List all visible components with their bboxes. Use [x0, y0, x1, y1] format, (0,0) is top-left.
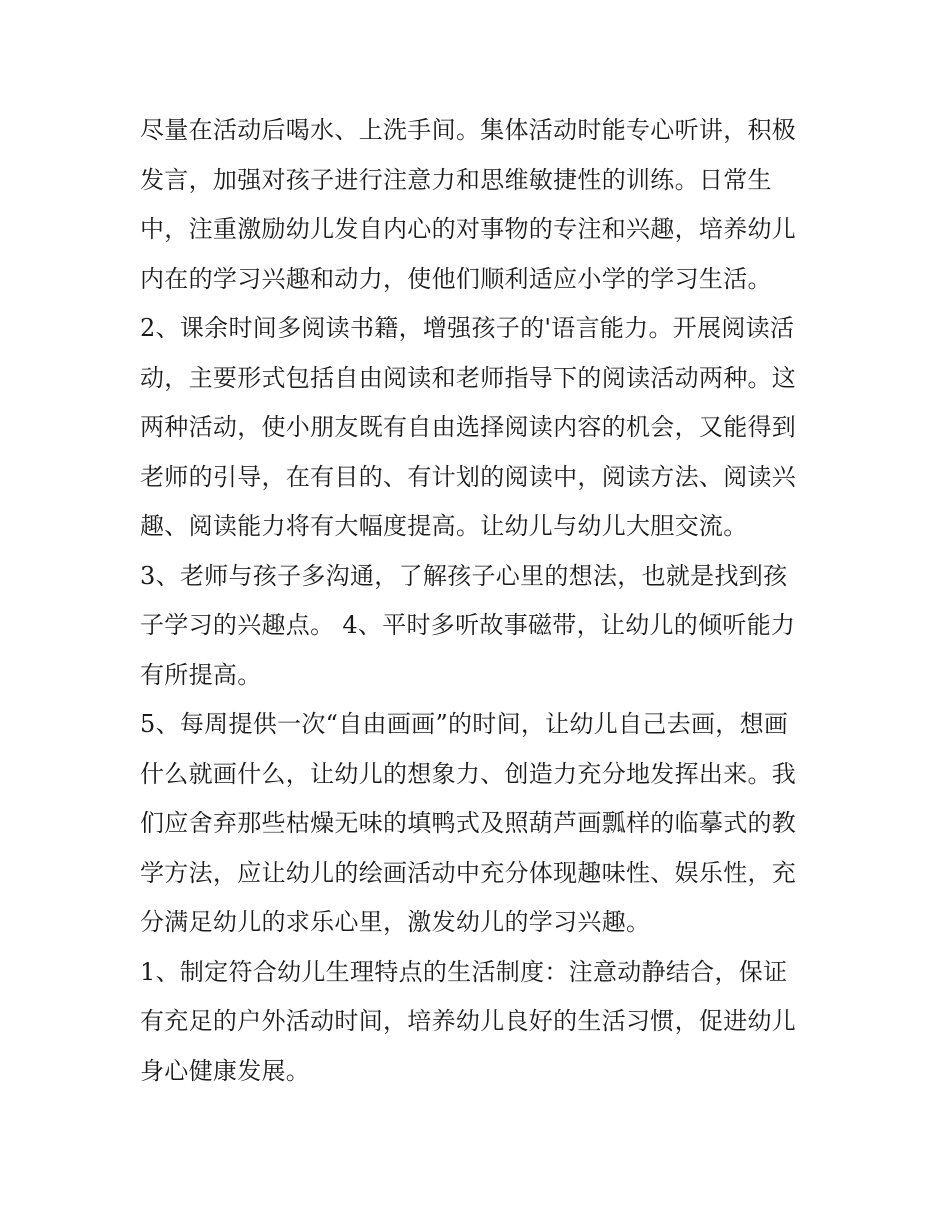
text-line: 有充足的户外活动时间，培养幼儿良好的生活习惯，促进幼儿 [140, 1007, 797, 1035]
text-line: 两种活动，使小朋友既有自由选择阅读内容的机会，又能得到 [140, 413, 797, 441]
text-line: 3、老师与孩子多沟通，了解孩子心里的想法，也就是找到孩 [140, 561, 788, 590]
text-line: 尽量在活动后喝水、上洗手间。集体活动时能专心听讲，积极 [140, 116, 797, 144]
text-line: 有所提高。 [140, 660, 262, 689]
document-body [140, 106, 820, 1096]
text-line: 发言，加强对孩子进行注意力和思维敏捷性的训练。日常生 [140, 165, 772, 194]
text-line: 1、制定符合幼儿生理特点的生活制度：注意动静结合，保证 [140, 957, 788, 986]
text-line: 学方法，应让幼儿的绘画活动中充分体现趣味性、娱乐性，充 [140, 858, 797, 887]
text-line: 身心健康发展。 [140, 1056, 311, 1085]
text-line: 什么就画什么，让幼儿的想象力、创造力充分地发挥出来。我 [140, 759, 797, 788]
text-line: 2、课余时间多阅读书籍，增强孩子的'语言能力。开展阅读活 [140, 314, 795, 342]
text-line: 老师的引导，在有目的、有计划的阅读中，阅读方法、阅读兴 [140, 462, 797, 491]
text-line: 子学习的兴趣点。 4、平时多听故事磁带，让幼儿的倾听能力 [140, 611, 796, 639]
text-line: 5、每周提供一次“自由画画”的时间，让幼儿自己去画，想画 [140, 710, 789, 738]
text-line: 趣、阅读能力将有大幅度提高。让幼儿与幼儿大胆交流。 [140, 512, 748, 540]
text-line: 们应舍弃那些枯燥无味的填鸭式及照葫芦画瓢样的临摹式的教 [140, 809, 797, 837]
text-line: 内在的学习兴趣和动力，使他们顺利适应小学的学习生活。 [140, 264, 772, 293]
text-line: 动，主要形式包括自由阅读和老师指导下的阅读活动两种。这 [140, 363, 797, 392]
text-line: 中，注重激励幼儿发自内心的对事物的专注和兴趣，培养幼儿 [140, 215, 797, 243]
text-line: 分满足幼儿的求乐心里，激发幼儿的学习兴趣。 [140, 908, 651, 936]
